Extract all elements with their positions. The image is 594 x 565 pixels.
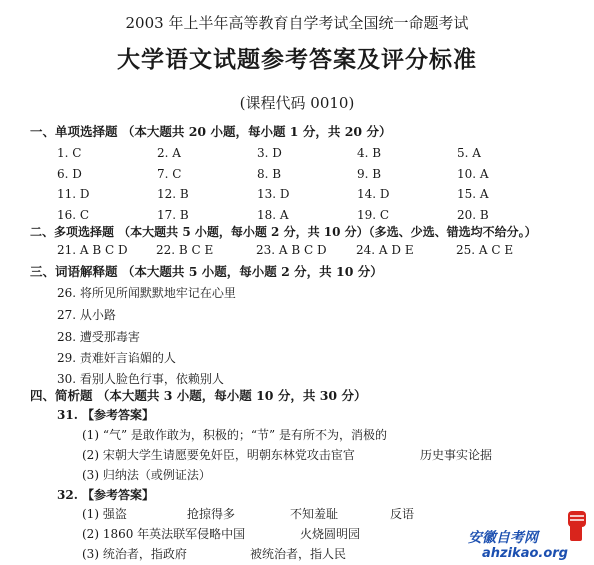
single-choice-answer: 11. D: [57, 187, 90, 201]
section-heading-brief-analysis: 四、简析题 （本大题共 3 小题，每小题 10 分，共 30 分）: [30, 388, 367, 403]
explanation-item: 27. 从小路: [57, 308, 116, 322]
fist-icon: [564, 505, 590, 545]
q31-answer-note: 历史事实论据: [420, 448, 493, 462]
q32-answer-part: 反语: [390, 507, 415, 521]
single-choice-answer: 16. C: [57, 208, 90, 222]
single-choice-answer: 6. D: [57, 167, 82, 181]
q32-answer-part: 被统治者，指人民: [250, 547, 347, 561]
single-choice-answer: 17. B: [157, 208, 189, 222]
single-choice-answer: 15. A: [457, 187, 489, 201]
single-choice-answer: 19. C: [357, 208, 390, 222]
multi-answer: 25. A C E: [456, 243, 514, 257]
single-choice-answer: 4. B: [357, 146, 382, 160]
explanation-item: 30. 看别人脸色行事，依赖别人: [57, 372, 224, 386]
q32-answer-part: 抢掠得多: [187, 507, 236, 521]
explanation-item: 26. 将所见所闻默默地牢记在心里: [57, 286, 236, 300]
watermark-url: ahzikao.org: [482, 546, 568, 561]
multi-answer: 23. A B C D: [256, 243, 327, 257]
q32-answer-part: 火烧圆明园: [300, 527, 361, 541]
q32-answer-part: (2) 1860 年英法联军侵略中国: [82, 527, 246, 541]
explanation-item: 28. 遭受那毒害: [57, 330, 140, 344]
single-choice-answer: 10. A: [457, 167, 489, 181]
single-choice-answer: 13. D: [257, 187, 290, 201]
multi-answer: 21. A B C D: [57, 243, 128, 257]
section-heading-multiple-choice: 二、多项选择题 （本大题共 5 小题，每小题 2 分，共 10 分）（多选、少选、错选均不给分。）: [30, 225, 537, 239]
single-choice-answer: 2. A: [157, 146, 181, 160]
single-choice-answer: 14. D: [357, 187, 390, 201]
q31-answer-line: (2) 宋朝大学生请愿要免奸臣，明朝东林党攻击宦官: [82, 448, 355, 462]
multi-answer: 24. A D E: [356, 243, 414, 257]
multi-answer: 22. B C E: [156, 243, 214, 257]
q31-answer-line: (3) 归纳法（或例证法）: [82, 468, 211, 482]
exam-title: 2003 年上半年高等教育自学考试全国统一命题考试: [125, 14, 469, 32]
explanation-item: 29. 责难奸言谄媚的人: [57, 351, 176, 365]
single-choice-answer: 18. A: [257, 208, 289, 222]
watermark-name: 安徽自考网: [468, 530, 538, 546]
q32-answer-part: 不知羞耻: [290, 507, 339, 521]
section-heading-single-choice: 一、单项选择题 （本大题共 20 小题，每小题 1 分，共 20 分）: [30, 124, 392, 139]
q31-answer-line: (1) “气” 是敢作敢为，积极的；“节” 是有所不为，消极的: [82, 428, 387, 442]
single-choice-answer: 7. C: [157, 167, 182, 181]
site-watermark: [468, 505, 590, 563]
single-choice-answer: 20. B: [457, 208, 489, 222]
q32-answer-part: (1) 强盗: [82, 507, 127, 521]
single-choice-answer: 8. B: [257, 167, 282, 181]
q32-answer-part: (3) 统治者，指政府: [82, 547, 187, 561]
document-title: 大学语文试题参考答案及评分标准: [117, 46, 477, 73]
q32-label: 32. 【参考答案】: [57, 488, 155, 502]
section-heading-word-explanation: 三、词语解释题 （本大题共 5 小题，每小题 2 分，共 10 分）: [30, 264, 383, 279]
single-choice-answer: 1. C: [57, 146, 82, 160]
course-code: (课程代码 0010): [239, 94, 355, 112]
single-choice-answer: 9. B: [357, 167, 382, 181]
single-choice-answer: 12. B: [157, 187, 189, 201]
single-choice-answer: 5. A: [457, 146, 481, 160]
single-choice-answer: 3. D: [257, 146, 282, 160]
q31-label: 31. 【参考答案】: [57, 408, 155, 422]
